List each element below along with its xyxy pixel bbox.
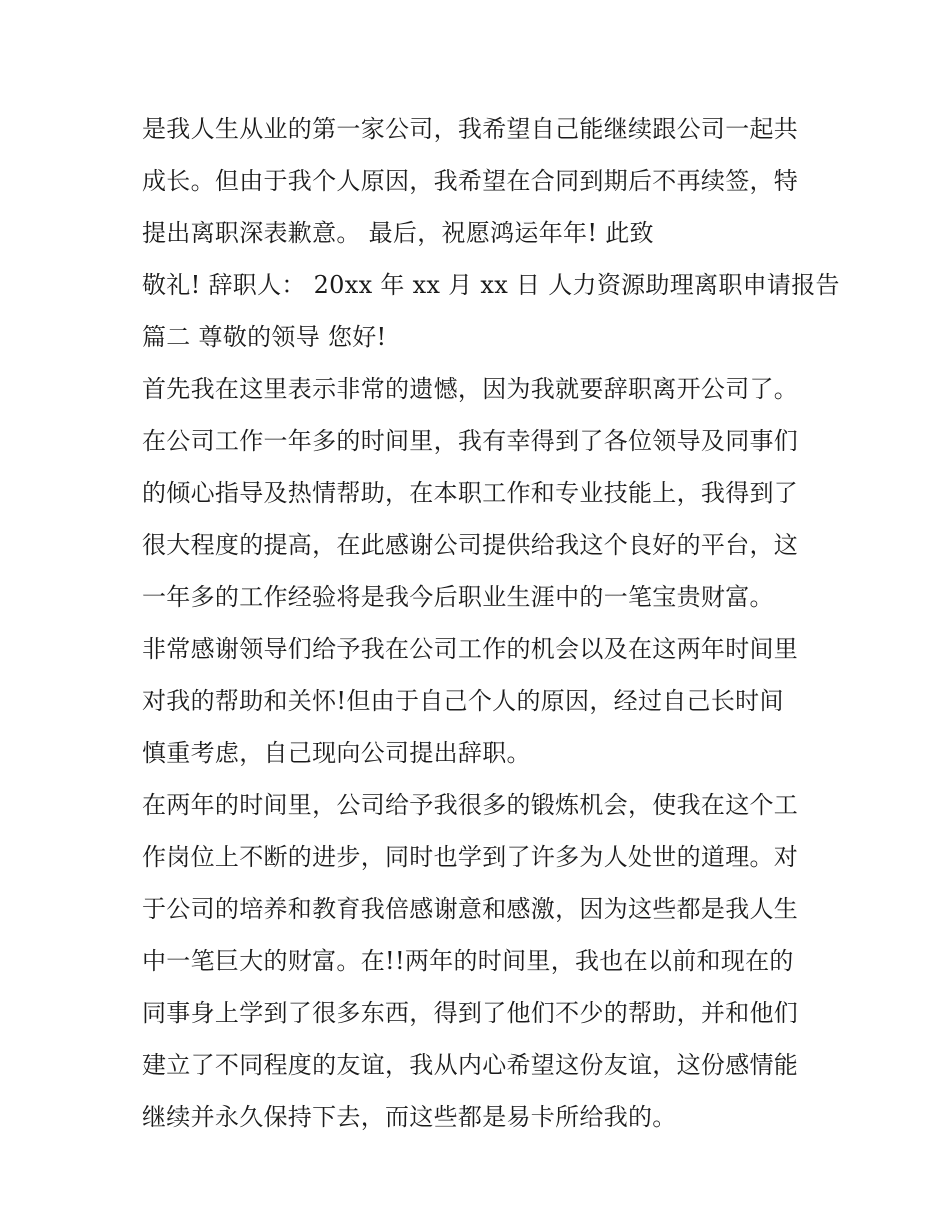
- text-line: 提出离职深表歉意。 最后，祝愿鸿运年年! 此致: [142, 219, 654, 247]
- text-line: 的倾心指导及热情帮助，在本职工作和专业技能上，我得到了: [142, 479, 799, 507]
- text-line: 首先我在这里表示非常的遗憾，因为我就要辞职离开公司了。: [142, 375, 799, 403]
- text-line: 篇二 尊敬的领导 您好!: [142, 323, 387, 351]
- text-line: 继续并永久保持下去，而这些都是易卡所给我的。: [142, 1103, 677, 1131]
- text-line: 非常感谢领导们给予我在公司工作的机会以及在这两年时间里: [142, 635, 799, 663]
- text-line: 在公司工作一年多的时间里，我有幸得到了各位领导及同事们: [142, 427, 799, 455]
- text-line: 于公司的培养和教育我倍感谢意和感激，因为这些都是我人生: [142, 895, 799, 923]
- text-line: 在两年的时间里，公司给予我很多的锻炼机会，使我在这个工: [142, 791, 799, 819]
- text-line: 是我人生从业的第一家公司，我希望自己能继续跟公司一起共: [142, 115, 799, 143]
- text-line: 敬礼! 辞职人： 20xx 年 xx 月 xx 日 人力资源助理离职申请报告: [142, 271, 840, 299]
- text-line: 成长。但由于我个人原因，我希望在合同到期后不再续签，特: [142, 167, 799, 195]
- text-line: 很大程度的提高，在此感谢公司提供给我这个良好的平台，这: [142, 531, 799, 559]
- text-line: 慎重考虑，自己现向公司提出辞职。: [142, 739, 531, 767]
- text-line: 一年多的工作经验将是我今后职业生涯中的一笔宝贵财富。: [142, 583, 774, 611]
- text-line: 对我的帮助和关怀!但由于自己个人的原因，经过自己长时间: [142, 687, 784, 715]
- text-line: 建立了不同程度的友谊，我从内心希望这份友谊，这份感情能: [142, 1051, 799, 1079]
- document-body: [142, 103, 840, 1143]
- text-line: 同事身上学到了很多东西，得到了他们不少的帮助，并和他们: [142, 999, 799, 1027]
- text-line: 中一笔巨大的财富。在!!两年的时间里，我也在以前和现在的: [142, 947, 794, 975]
- text-line: 作岗位上不断的进步，同时也学到了许多为人处世的道理。对: [142, 843, 799, 871]
